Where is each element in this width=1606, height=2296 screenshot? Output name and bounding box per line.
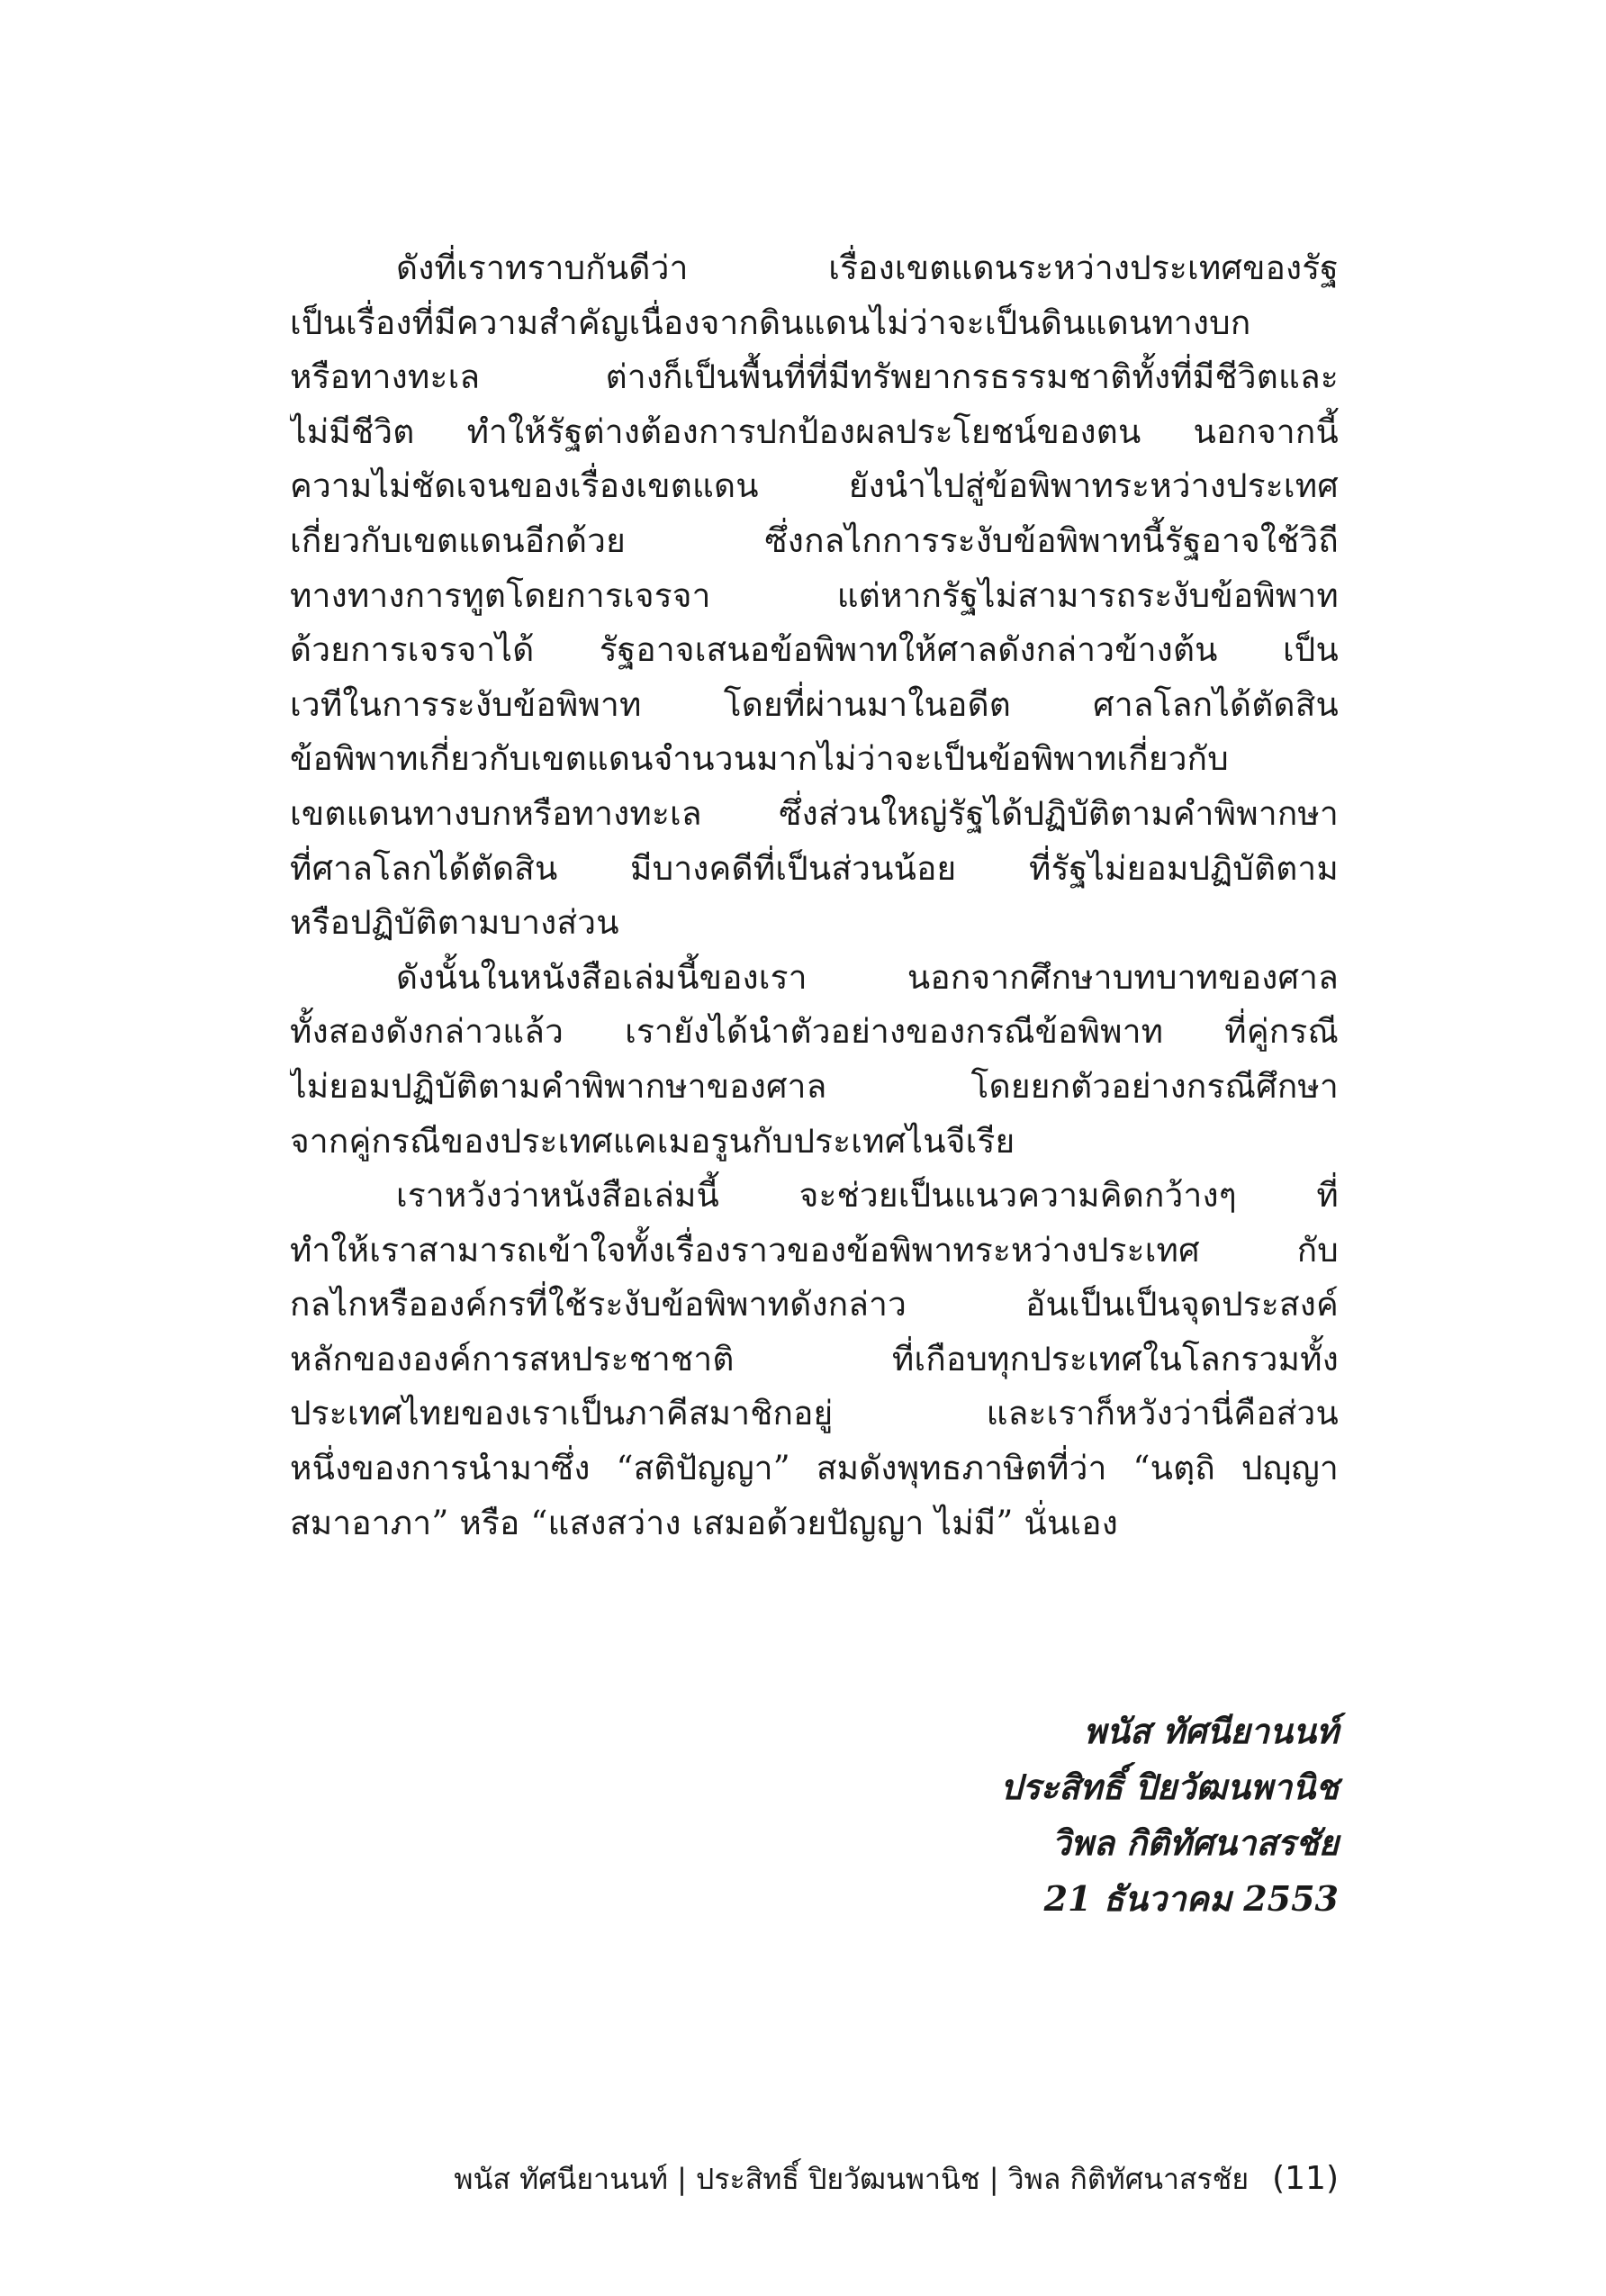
- paragraph-3-line-5: ประเทศไทยของเราเป็นภาคีสมาชิกอยู่ และเราก็หวังว่านี่คือส่วน: [290, 1394, 1339, 1433]
- signature-author-1: พนัส ทัศนียานนท์: [1083, 1711, 1339, 1751]
- paragraph-1-line-12: ที่ศาลโลกได้ตัดสิน มีบางคดีที่เป็นส่วนน้อย ที่รัฐไม่ยอมปฏิบัติตาม: [290, 848, 1339, 888]
- signature-block: [1000, 1704, 1339, 1927]
- page-number: (11): [1272, 2160, 1339, 2197]
- body-text: [290, 241, 1339, 1550]
- paragraph-3-line-7: สมาอาภา” หรือ “แสงสว่าง เสมอด้วยปัญญา ไม่มี” นั่นเอง: [290, 1503, 1118, 1542]
- paragraph-3-line-4: หลักขององค์การสหประชาชาติ ที่เกือบทุกประเทศในโลกรวมทั้ง: [290, 1339, 1339, 1379]
- paragraph-2-line-4: จากคู่กรณีของประเทศแคเมอรูนกับประเทศไนจีเรีย: [290, 1121, 1015, 1161]
- paragraph-3-line-6: หนึ่งของการนำมาซึ่ง “สติปัญญา” สมดังพุทธภาษิตที่ว่า “นตฺถิ ปญฺญา: [290, 1449, 1339, 1488]
- paragraph-3-line-2: ทำให้เราสามารถเข้าใจทั้งเรื่องราวของข้อพิพาทระหว่างประเทศ กับ: [290, 1230, 1339, 1270]
- paragraph-1-line-10: ข้อพิพาทเกี่ยวกับเขตแดนจำนวนมากไม่ว่าจะเป็นข้อพิพาทเกี่ยวกับ: [290, 739, 1229, 779]
- paragraph-2-line-2: ทั้งสองดังกล่าวแล้ว เรายังได้นำตัวอย่างของกรณีข้อพิพาท ที่คู่กรณี: [290, 1012, 1339, 1052]
- paragraph-1-line-2: เป็นเรื่องที่มีความสำคัญเนื่องจากดินแดนไม่ว่าจะเป็นดินแดนทางบก: [290, 303, 1251, 342]
- paragraph-2-line-3: ไม่ยอมปฏิบัติตามคำพิพากษาของศาล โดยยกตัวอย่างกรณีศึกษา: [290, 1066, 1339, 1106]
- paragraph-1-line-11: เขตแดนทางบกหรือทางทะเล ซึ่งส่วนใหญ่รัฐได้ปฏิบัติตามคำพิพากษา: [290, 793, 1339, 833]
- paragraph-2-line-1: ดังนั้นในหนังสือเล่มนี้ของเรา นอกจากศึกษาบทบาทของศาล: [396, 957, 1339, 997]
- footer-authors: พนัส ทัศนียานนท์ | ประสิทธิ์ ปิยวัฒนพานิช | วิพล กิติทัศนาสรชัย: [454, 2162, 1250, 2196]
- paragraph-1-line-6: เกี่ยวกับเขตแดนอีกด้วย ซึ่งกลไกการระงับข้อพิพาทนี้รัฐอาจใช้วิถี: [290, 520, 1339, 560]
- paragraph-3-line-1: เราหวังว่าหนังสือเล่มนี้ จะช่วยเป็นแนวความคิดกว้างๆ ที่: [396, 1176, 1339, 1216]
- signature-author-3: วิพล กิติทัศนาสรชัย: [1051, 1822, 1339, 1863]
- page-footer: [454, 2156, 1339, 2201]
- paragraph-1-line-1: ดังที่เราทราบกันดีว่า เรื่องเขตแดนระหว่างประเทศของรัฐ: [396, 249, 1339, 287]
- paragraph-1-line-8: ด้วยการเจรจาได้ รัฐอาจเสนอข้อพิพาทให้ศาลดังกล่าวข้างต้น เป็น: [290, 630, 1339, 670]
- paragraph-1-line-13: หรือปฏิบัติตามบางส่วน: [290, 903, 619, 943]
- paragraph-1-line-4: ไม่มีชีวิต ทำให้รัฐต่างต้องการปกป้องผลประโยชน์ของตน นอกจากนี้: [290, 411, 1339, 451]
- paragraph-1-line-9: เวทีในการระงับข้อพิพาท โดยที่ผ่านมาในอดีต ศาลโลกได้ตัดสิน: [290, 684, 1339, 724]
- paragraph-1-line-7: ทางทางการทูตโดยการเจรจา แต่หากรัฐไม่สามารถระงับข้อพิพาท: [290, 575, 1339, 615]
- paragraph-1-line-5: ความไม่ชัดเจนของเรื่องเขตแดน ยังนำไปสู่ข้อพิพาทระหว่างประเทศ: [290, 466, 1339, 506]
- paragraph-1-line-3: หรือทางทะเล ต่างก็เป็นพื้นที่ที่มีทรัพยากรธรรมชาติทั้งที่มีชีวิตและ: [290, 357, 1339, 397]
- paragraph-3-line-3: กลไกหรือองค์กรที่ใช้ระงับข้อพิพาทดังกล่าว อันเป็นเป็นจุดประสงค์: [290, 1285, 1339, 1324]
- signature-date: 21 ธันวาคม 2553: [1043, 1878, 1339, 1919]
- signature-author-2: ประสิทธิ์ ปิยวัฒนพานิช: [1000, 1767, 1339, 1807]
